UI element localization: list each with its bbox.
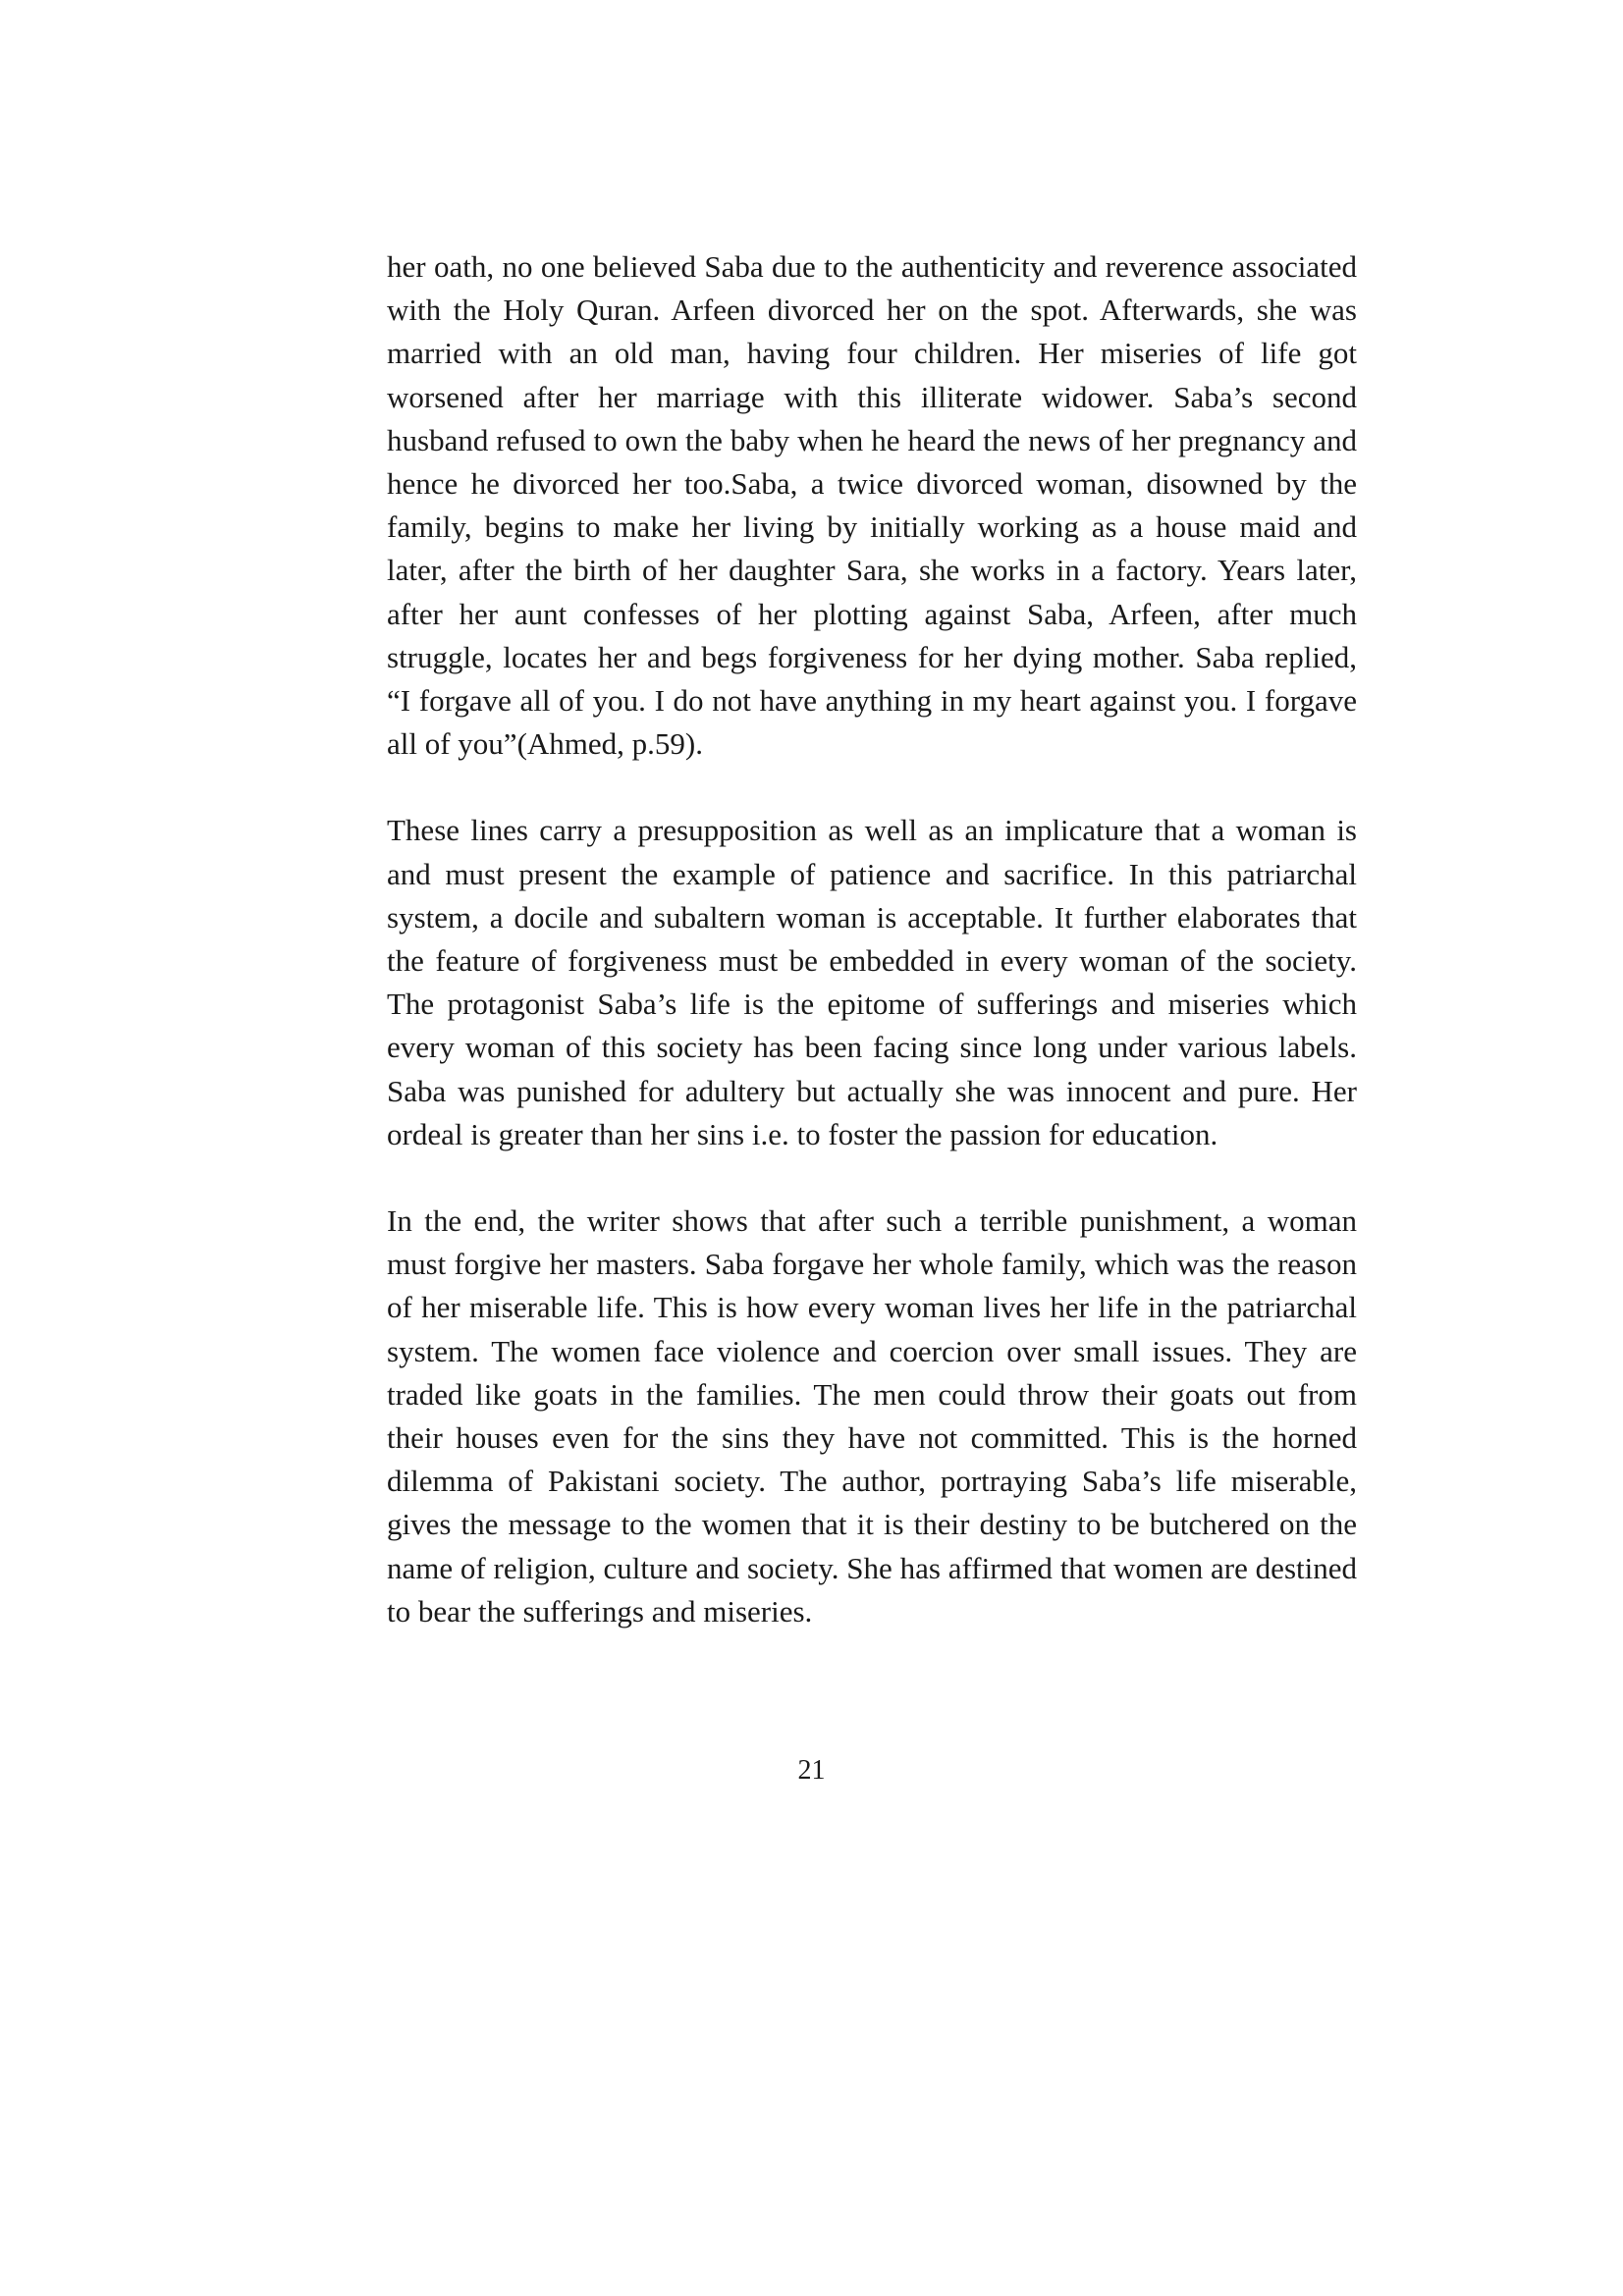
page-number: 21	[797, 1755, 826, 1786]
paragraph-1: her oath, no one believed Saba due to the authenticity and reverence associated with the Holy Quran. Arfeen divorced her on the spot. Afterwards, she was married with an old man, having four children. Her miseries of life got worsened after her marriage with this illiterate widower. Saba’s second husband refused to own the baby when he heard the news of her pregnancy and hence he divorced her too.Saba, a twice divorced woman, disowned by the family, begins to make her living by initially working as a house maid and later, after the birth of her daughter Sara, she works in a factory. Years later, after her aunt confesses of her plotting against Saba, Arfeen, after much struggle, locates her and begs forgiveness for her dying mother. Saba replied, “I forgave all of you. I do not have anything in my heart against you. I forgave all of you”(Ahmed, p.59).	[387, 249, 1357, 762]
paragraph-3: In the end, the writer shows that after such a terrible punishment, a woman must forgive her masters. Saba forgave her whole family, which was the reason of her miserable life. This is how every woman lives her life in the patriarchal system. The women face violence and coercion over small issues. They are traded like goats in the families. The men could throw their goats out from their houses even for the sins they have not committed. This is the horned dilemma of Pakistani society. The author, portraying Saba’s life miserable, gives the message to the women that it is their destiny to be butchered on the name of religion, culture and society. She has affirmed that women are destined to bear the sufferings and miseries.	[387, 1203, 1357, 1629]
paragraph-2: These lines carry a presupposition as well as an implicature that a woman is and must present the example of patience and sacrifice. In this patriarchal system, a docile and subaltern woman is acceptable. It further elaborates that the feature of forgiveness must be embedded in every woman of the society. The protagonist Saba’s life is the epitome of sufferings and miseries which every woman of this society has been facing since long under various labels. Saba was punished for adultery but actually she was innocent and pure. Her ordeal is greater than her sins i.e. to foster the passion for education.	[387, 813, 1357, 1151]
body-text	[387, 245, 1357, 1633]
